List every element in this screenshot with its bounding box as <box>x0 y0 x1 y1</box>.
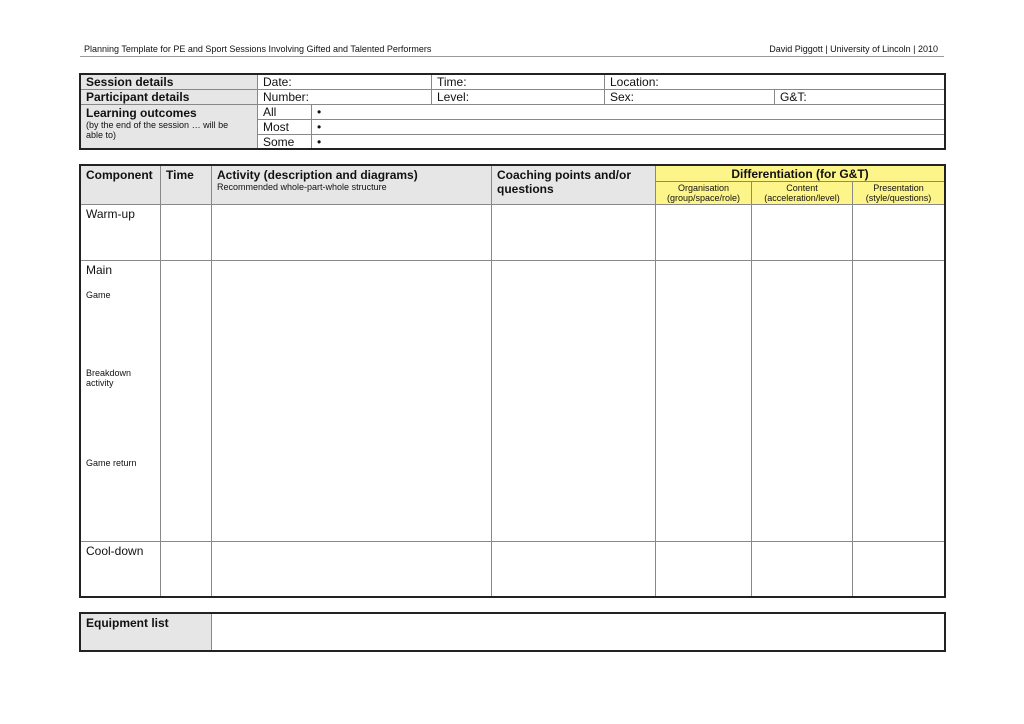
main-time-field[interactable] <box>161 261 212 542</box>
cool-down-coaching-field[interactable] <box>492 542 656 596</box>
warm-up-organisation-field[interactable] <box>656 205 752 261</box>
participant-details-label: Participant details <box>81 90 258 105</box>
content-header <box>752 182 853 205</box>
activity-header-label: Activity (description and diagrams) <box>217 168 418 182</box>
differentiation-header: Differentiation (for G&T) <box>656 166 944 182</box>
learning-outcomes-note: (by the end of the session … will be able to) <box>86 120 229 140</box>
presentation-label: Presentation <box>873 183 924 193</box>
equipment-list-label: Equipment list <box>81 614 212 650</box>
game-label: Game <box>86 290 111 300</box>
warm-up-activity-field[interactable] <box>212 205 492 261</box>
warm-up-content-field[interactable] <box>752 205 853 261</box>
warm-up-presentation-field[interactable] <box>853 205 944 261</box>
date-field[interactable]: Date: <box>258 75 432 90</box>
time-header: Time <box>161 166 212 205</box>
level-field[interactable]: Level: <box>432 90 605 105</box>
activity-header-note: Recommended whole-part-whole structure <box>217 182 387 192</box>
main-presentation-field[interactable] <box>853 261 944 542</box>
cool-down-label: Cool-down <box>81 542 161 596</box>
time-field[interactable]: Time: <box>432 75 605 90</box>
cool-down-content-field[interactable] <box>752 542 853 596</box>
document-title: Planning Template for PE and Sport Sessions Involving Gifted and Talented Performers <box>84 44 432 54</box>
organisation-header <box>656 182 752 205</box>
content-label: Content <box>786 183 818 193</box>
organisation-label: Organisation <box>677 183 730 193</box>
outcome-most-label: Most <box>258 120 312 135</box>
outcome-most-field[interactable]: • <box>312 120 944 135</box>
main-label: Main <box>86 263 113 277</box>
coaching-header: Coaching points and/or questions <box>492 166 656 205</box>
session-details-table <box>79 73 946 150</box>
warm-up-time-field[interactable] <box>161 205 212 261</box>
equipment-list-field[interactable] <box>212 614 944 650</box>
main-activity-field[interactable] <box>212 261 492 542</box>
gt-field[interactable]: G&T: <box>775 90 944 105</box>
outcome-some-label: Some <box>258 135 312 148</box>
session-plan-table <box>79 164 946 598</box>
learning-outcomes-label: Learning outcomes <box>86 106 197 120</box>
cool-down-activity-field[interactable] <box>212 542 492 596</box>
main-content-field[interactable] <box>752 261 853 542</box>
main-organisation-field[interactable] <box>656 261 752 542</box>
component-header: Component <box>81 166 161 205</box>
outcome-all-label: All <box>258 105 312 120</box>
equipment-table <box>79 612 946 652</box>
activity-header <box>212 166 492 205</box>
warm-up-coaching-field[interactable] <box>492 205 656 261</box>
presentation-header <box>853 182 944 205</box>
content-note: (acceleration/level) <box>764 193 840 203</box>
organisation-note: (group/space/role) <box>666 193 741 203</box>
cool-down-presentation-field[interactable] <box>853 542 944 596</box>
sex-field[interactable]: Sex: <box>605 90 775 105</box>
cool-down-time-field[interactable] <box>161 542 212 596</box>
document-author: David Piggott | University of Lincoln | 2010 <box>769 44 938 54</box>
main-cell <box>81 261 161 542</box>
game-return-label: Game return <box>86 458 137 468</box>
main-coaching-field[interactable] <box>492 261 656 542</box>
session-details-label: Session details <box>81 75 258 90</box>
outcome-all-field[interactable]: • <box>312 105 944 120</box>
number-field[interactable]: Number: <box>258 90 432 105</box>
outcome-some-field[interactable]: • <box>317 135 322 149</box>
presentation-note: (style/questions) <box>865 193 932 203</box>
cool-down-organisation-field[interactable] <box>656 542 752 596</box>
breakdown-activity-label: Breakdown activity <box>86 368 132 388</box>
warm-up-label: Warm-up <box>81 205 161 261</box>
header-rule <box>80 56 944 57</box>
learning-outcomes-cell <box>81 105 258 148</box>
location-field[interactable]: Location: <box>605 75 944 90</box>
